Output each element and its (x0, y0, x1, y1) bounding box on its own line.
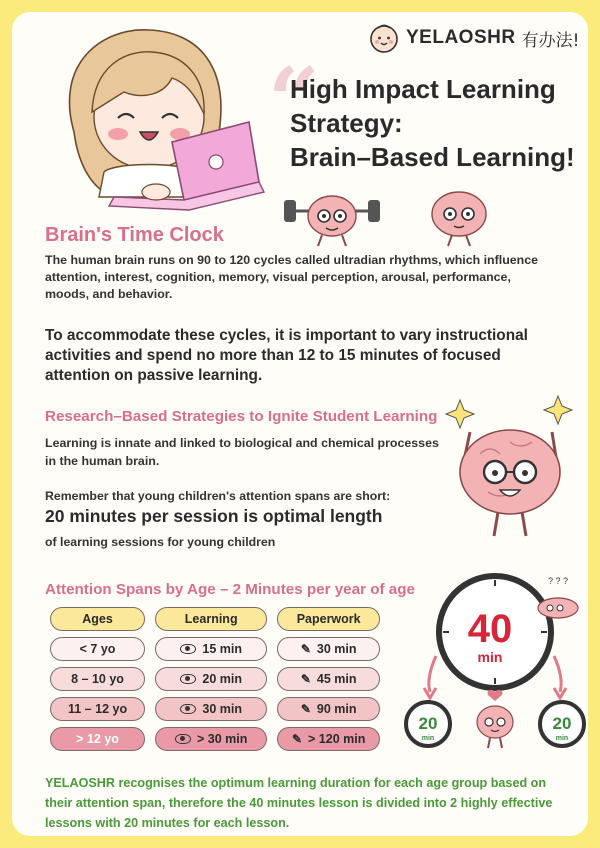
section-body-ultradian: The human brain runs on 90 to 120 cycles called ultradian rhythms, which influence attention, interest, cognition, memory, visual perception, arousal, performance, moods, and behavior. (45, 253, 538, 301)
learning-cell (155, 637, 267, 661)
lesson-clock-diagram (400, 564, 590, 764)
table-header-row (50, 607, 380, 631)
header-learning: Learning (155, 607, 267, 631)
baby-face-icon (368, 22, 400, 54)
heart-icon (488, 690, 503, 701)
paperwork-value: 45 min (316, 672, 357, 686)
paperwork-cell (277, 667, 380, 691)
learning-cell (155, 667, 267, 691)
small-clock-left-unit: min (421, 735, 435, 742)
attention-span-table (50, 607, 380, 757)
eye-icon (175, 734, 191, 744)
brain-thinking-icon (424, 186, 494, 248)
girl-laptop-illustration (44, 22, 274, 212)
small-clock-right-unit: min (555, 735, 569, 742)
section-title-attention-spans: Attention Spans by Age – 2 Minutes per year of age (45, 581, 415, 598)
page-title (290, 72, 590, 174)
paperwork-value: 90 min (316, 702, 357, 716)
brain-dumbbell-icon (282, 190, 382, 248)
section-title-strategies: Research–Based Strategies to Ignite Student Learning (45, 408, 438, 425)
table-row (50, 727, 380, 751)
title-line-2: Strategy: (290, 108, 403, 138)
big-clock-unit: min (477, 649, 503, 665)
eye-icon (180, 644, 196, 654)
title-line-1: High Impact Learning (290, 74, 556, 104)
learning-value: 15 min (202, 642, 242, 656)
title-line-3: Brain–Based Learning! (290, 142, 575, 172)
small-clock-left-value: 20 (418, 714, 438, 733)
age-cell: 8 – 10 yo (50, 667, 145, 691)
age-cell: > 12 yo (50, 727, 145, 751)
brand-name: YELAOSHR (406, 27, 516, 48)
brand-logo (368, 20, 588, 56)
eye-icon (180, 704, 196, 714)
pencil-edit-icon: ✎ (291, 732, 303, 746)
pencil-edit-icon: ✎ (300, 702, 311, 716)
paperwork-cell (277, 637, 380, 661)
big-clock-value: 40 (467, 607, 513, 651)
footer-summary: YELAOSHR recognises the optimum learning duration for each age group based on their attention span, therefore the 40 minutes lesson is divided into 2 highly effective lessons with 20 minutes for each lesson. (45, 776, 553, 830)
section-body-accommodate: To accommodate these cycles, it is important to vary instructional activities and spend no more than 12 to 15 minutes of focused attention on passive learning. (45, 327, 528, 384)
question-marks-icon: ? ? ? (548, 576, 569, 586)
age-cell: 11 – 12 yo (50, 697, 145, 721)
arrow-right-icon (554, 656, 561, 692)
learning-cell (155, 697, 267, 721)
table-row (50, 637, 380, 661)
header-paperwork: Paperwork (277, 607, 380, 631)
section-body-innate: Learning is innate and linked to biological and chemical processes in the human brain. (45, 436, 439, 468)
paperwork-cell (277, 697, 380, 721)
small-clock-right-value: 20 (552, 714, 572, 733)
learning-value: > 30 min (197, 732, 248, 746)
pencil-edit-icon: ✎ (300, 642, 311, 656)
brand-name-cn: 有办法! (521, 30, 580, 51)
section-title-time-clock: Brain's Time Clock (45, 224, 224, 246)
section-body-remember: Remember that young children's attention spans are short: (45, 489, 391, 503)
learning-value: 30 min (202, 702, 242, 716)
learning-value: 20 min (202, 672, 242, 686)
header-ages: Ages (50, 607, 145, 631)
eye-icon (180, 674, 196, 684)
section-highlight-20min: 20 minutes per session is optimal length (45, 506, 383, 526)
pencil-edit-icon: ✎ (300, 672, 311, 686)
section-body-young-children: of learning sessions for young children (45, 535, 276, 549)
brain-cheering-icon (440, 392, 580, 542)
paperwork-value: > 120 min (308, 732, 366, 746)
paperwork-value: 30 min (316, 642, 357, 656)
table-row (50, 697, 380, 721)
quote-mark-icon: “ (268, 48, 320, 154)
learning-cell (155, 727, 267, 751)
paperwork-cell (277, 727, 380, 751)
brain-happy-icon (477, 706, 513, 738)
age-cell: < 7 yo (50, 637, 145, 661)
table-row (50, 667, 380, 691)
arrow-left-icon (429, 656, 436, 692)
